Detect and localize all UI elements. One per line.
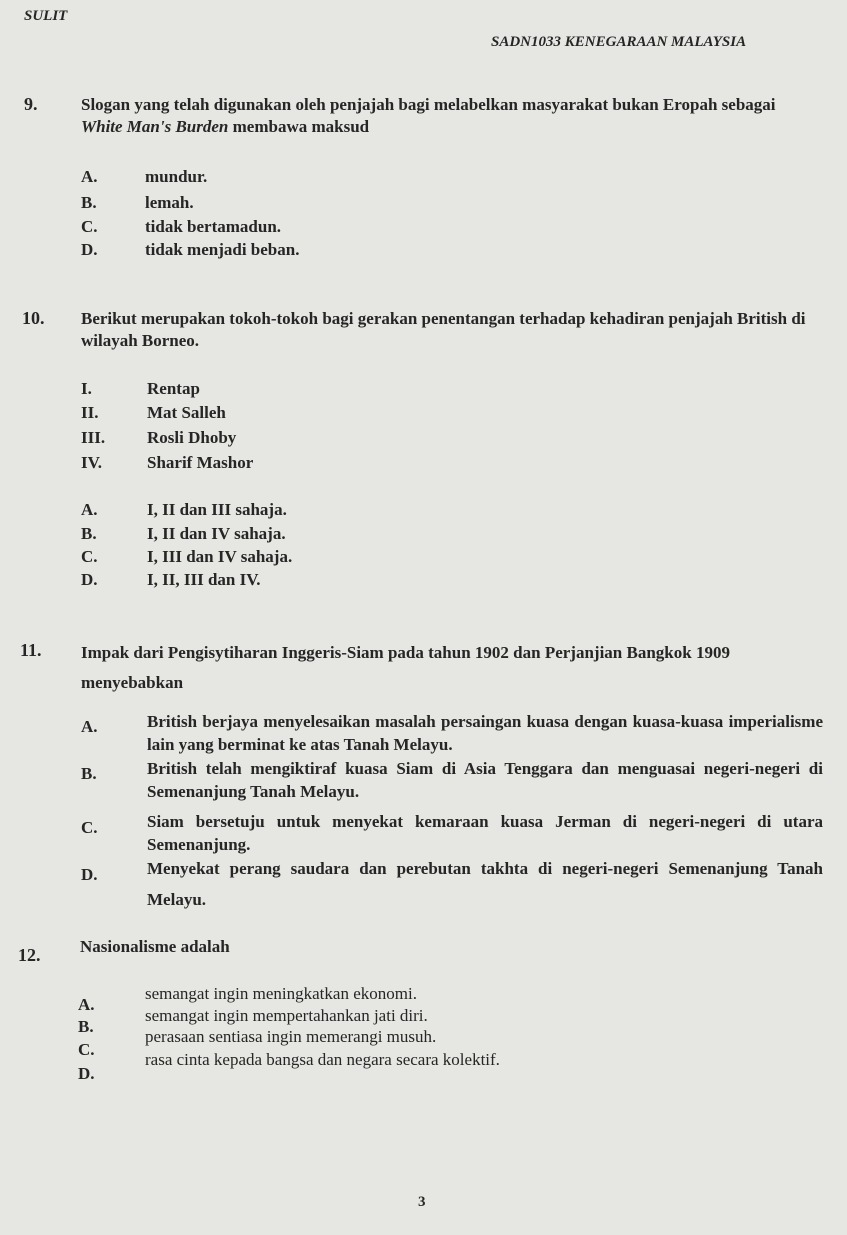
question-number: 9. [24,94,38,114]
item-text: Sharif Mashor [147,453,254,472]
item-text: Rosli Dhoby [147,428,237,447]
option-letter: B. [81,764,97,783]
option-text: rasa cinta kepada bangsa dan negara secara kolektif. [145,1050,500,1069]
option-text: Menyekat perang saudara dan perebutan takhta di negeri-negeri Semenanjung Tanah Melayu. [147,859,823,909]
option-letter: B. [81,524,97,543]
option-text: tidak bertamadun. [145,217,282,236]
option-letter: C. [81,217,98,236]
item-numeral: IV. [81,453,102,472]
option-letter: B. [78,1017,94,1036]
stem-italic-term: White Man's Burden [81,117,229,136]
question-stem [81,94,816,138]
option-letter: D. [78,1064,95,1083]
option-text: British berjaya menyelesaikan masalah persaingan kuasa dengan kuasa-kuasa imperialisme lain yang berminat ke atas Tanah Melayu. [147,712,823,754]
option-letter: A. [78,995,95,1014]
option-letter: C. [81,818,98,837]
option-text: lemah. [145,193,194,212]
option-text: perasaan sentiasa ingin memerangi musuh. [145,1027,437,1046]
page-number: 3 [418,1194,426,1210]
option-letter: D. [81,570,98,589]
option-text: tidak menjadi beban. [145,240,300,259]
question-number: 12. [18,945,41,965]
item-numeral: II. [81,403,99,422]
option-letter: C. [81,547,98,566]
question-stem: Berikut merupakan tokoh-tokoh bagi gerakan penentangan terhadap kehadiran penjajah British di wilayah Borneo. [81,309,806,350]
option-text: British telah mengiktiraf kuasa Siam di Asia Tenggara dan menguasai negeri-negeri di Semenanjung Tanah Melayu. [147,759,823,801]
option-text: mundur. [145,167,208,186]
option-letter: C. [78,1040,95,1059]
option-letter: D. [81,865,98,884]
item-text: Rentap [147,379,200,398]
option-letter: A. [81,167,98,186]
option-letter: A. [81,500,98,519]
option-text: semangat ingin mempertahankan jati diri. [145,1006,428,1025]
option-text: I, II dan III sahaja. [147,500,287,519]
item-numeral: I. [81,379,92,398]
option-text: I, III dan IV sahaja. [147,547,293,566]
item-text: Mat Salleh [147,403,226,422]
option-text: Siam bersetuju untuk menyekat kemaraan kuasa Jerman di negeri-negeri di utara Semenanjung. [147,812,823,854]
option-text: I, II, III dan IV. [147,570,261,589]
stem-text: Slogan yang telah digunakan oleh penjajah bagi melabelkan masyarakat bukan Eropah sebagai [81,95,776,114]
option-letter: A. [81,717,98,736]
item-numeral: III. [81,428,106,447]
header-course: SADN1033 KENEGARAAN MALAYSIA [491,34,747,50]
option-text: I, II dan IV sahaja. [147,524,286,543]
question-stem: Nasionalisme adalah [80,937,230,956]
option-text: semangat ingin meningkatkan ekonomi. [145,984,417,1003]
question-number: 10. [22,308,45,328]
question-number: 11. [20,640,42,660]
header-classification: SULIT [24,8,68,24]
option-letter: D. [81,240,98,259]
question-stem: Impak dari Pengisytiharan Inggeris-Siam pada tahun 1902 dan Perjanjian Bangkok 1909 menyebabkan [81,643,730,692]
stem-text: membawa maksud [228,117,370,136]
option-letter: B. [81,193,97,212]
